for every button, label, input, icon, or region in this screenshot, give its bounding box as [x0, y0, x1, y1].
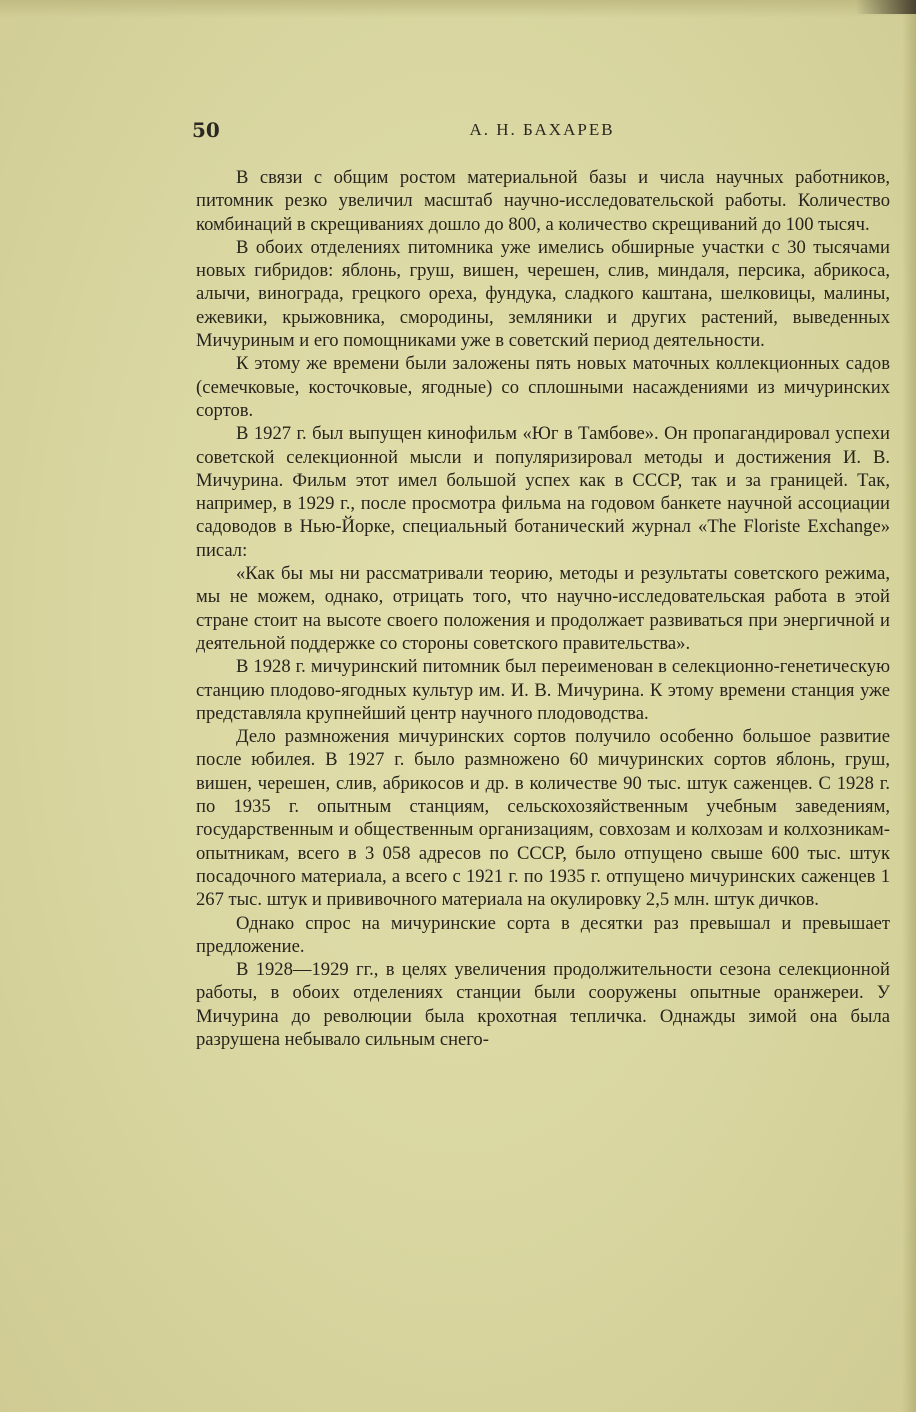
page-corner-mark [856, 0, 916, 14]
paragraph: В 1928—1929 гг., в целях увеличения продолжительности сезона селекционной работы, в обоих отделениях станции были сооружены опытные оранжереи. У Мичурина до революции была крохотная тепличка. Однажды зимой она была разрушена небывало сильным снего- [196, 959, 890, 1050]
paragraph: В 1927 г. был выпущен кинофильм «Юг в Тамбове». Он пропагандировал успехи советской селекционной мысли и популяризировал методы и достижения И. В. Мичурина. Фильм этот имел большой успех как в СССР, так и за границей. Так, например, в 1929 г., после просмотра фильма на годовом банкете научной ассоциации садоводов в Нью-Йорке, специальный ботанический журнал «The Floriste Exchange» писал: [196, 423, 890, 561]
page-number: 50 [192, 118, 220, 142]
paragraph: В обоих отделениях питомника уже имелись обширные участки с 30 тысячами новых гибридов: яблонь, груш, вишен, черешен, слив, миндаля, персика, абрикоса, алычи, винограда, грецкого ореха, фундука, сладкого каштана, шелковицы, малины, ежевики, крыжовника, смородины, земляники и других растений, выведенных Мичуриным и его помощниками уже в советский период деятельности. [196, 236, 890, 352]
page-header [192, 118, 886, 146]
body-text [196, 166, 890, 1051]
paragraph: В связи с общим ростом материальной базы и числа научных работников, питомник резко увеличил масштаб научно-исследовательской работы. Количество комбинаций в скрещиваниях дошло до 800, а количество скрещиваний до 100 тысяч. [196, 167, 890, 235]
paragraph: К этому же времени были заложены пять новых маточных коллекционных садов (семечковые, косточковые, ягодные) со сплошными насаждениями из мичуринских сортов. [196, 353, 890, 421]
page-right-shadow [902, 0, 916, 1412]
paragraph: В 1928 г. мичуринский питомник был переименован в селекционно-генетическую станцию плодово-ягодных культур им. И. В. Мичурина. К этому времени станция уже представляла крупнейший центр научного плодоводства. [196, 656, 890, 724]
paragraph: Дело размножения мичуринских сортов получило особенно большое развитие после юбилея. В 1927 г. было размножено 60 мичуринских сортов яблонь, груш, вишен, черешен, слив, абрикосов и др. в количестве 90 тыс. штук саженцев. С 1928 г. по 1935 г. опытным станциям, сельскохозяйственным учебным заведениям, государственным и общественным организациям, совхозам и колхозам и колхозникам-опытникам, всего в 3 058 адресов по СССР, было отпущено свыше 600 тыс. штук посадочного материала, а всего с 1921 г. по 1935 г. отпущено мичуринских саженцев 1 267 тыс. штук и прививочного материала на окулировку 2,5 млн. штук дичков. [196, 726, 890, 911]
paragraph: Однако спрос на мичуринские сорта в десятки раз превышал и превышает предложение. [196, 912, 890, 957]
quote-paragraph: «Как бы мы ни рассматривали теорию, методы и результаты советского режима, мы не можем, однако, отрицать того, что научно-исследовательская работа в этой стране стоит на высоте своего положения и продолжает развиваться при энергичной и деятельной поддержке со стороны советского правительства». [196, 563, 890, 654]
running-head: А. Н. БАХАРЕВ [469, 120, 615, 139]
page-top-shadow [0, 0, 916, 18]
